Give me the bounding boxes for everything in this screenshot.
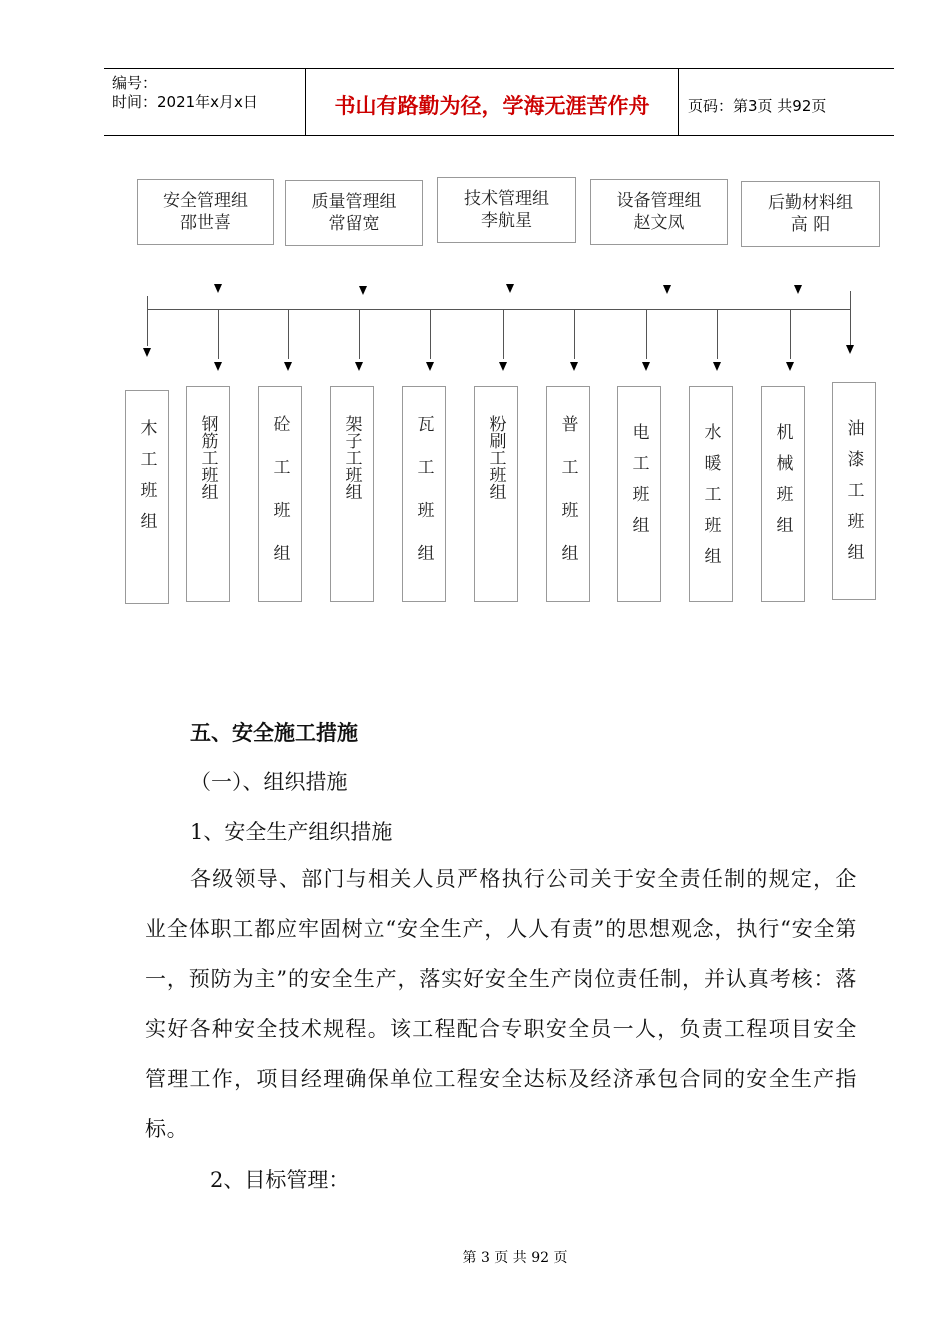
arrow-down-icon (642, 362, 650, 371)
arrow-down-icon (846, 345, 854, 354)
org-group-name: 技术管理组 (464, 189, 549, 209)
header-code-label: 编号： (112, 74, 158, 92)
arrow-down-icon (214, 362, 222, 371)
arrow-down-icon (713, 362, 721, 371)
connector-line (717, 309, 718, 359)
org-group-person: 常留宽 (328, 214, 380, 234)
item2-title: 2、目标管理： (210, 1168, 350, 1192)
arrow-down-icon (355, 362, 363, 371)
connector-line (646, 309, 647, 359)
connector-line (147, 296, 148, 346)
org-team-box (617, 386, 661, 602)
org-team-box (832, 382, 876, 600)
connector-line (574, 309, 575, 359)
org-team-name: 普工班组 (557, 415, 578, 587)
org-group-person: 邵世喜 (180, 213, 231, 233)
org-team-box (330, 386, 374, 602)
org-group-box (137, 179, 274, 245)
connector-line (503, 309, 504, 359)
arrow-down-icon (284, 362, 292, 371)
connector-line (288, 309, 289, 359)
org-team-name: 钢筋工班组 (197, 415, 218, 500)
org-team-box (761, 386, 805, 602)
org-team-name: 粉刷工班组 (485, 415, 506, 500)
item1-title: 1、安全生产组织措施 (190, 820, 393, 844)
header-page-info: 页码：第3页 共92页 (688, 97, 827, 115)
org-team-name: 水暖工班组 (700, 423, 721, 578)
header-date: 时间：2021年x月x日 (112, 93, 258, 111)
org-group-box (285, 180, 423, 246)
arrow-down-icon (786, 362, 794, 371)
org-group-person: 高 阳 (790, 215, 831, 235)
org-team-name: 机械班组 (772, 423, 793, 547)
org-team-name: 木工班组 (136, 419, 157, 543)
arrow-down-icon (506, 284, 514, 293)
header-bottom-rule (104, 135, 894, 136)
arrow-down-icon (426, 362, 434, 371)
org-group-person: 赵文凤 (633, 213, 685, 233)
connector-line (430, 309, 431, 359)
org-team-box (186, 386, 230, 602)
org-team-name: 电工班组 (628, 423, 649, 547)
header-motto: 书山有路勤为径，学海无涯苦作舟 (334, 94, 650, 118)
org-team-name: 瓦工班组 (413, 415, 434, 587)
org-group-name: 安全管理组 (163, 191, 248, 211)
org-group-box (437, 177, 576, 243)
org-group-person: 李航星 (481, 211, 532, 231)
connector-line (359, 309, 360, 359)
subsection-title: （一）、组织措施 (190, 770, 348, 794)
org-team-box (402, 386, 446, 602)
org-team-name: 砼工班组 (269, 415, 290, 587)
connector-line (218, 309, 219, 359)
arrow-down-icon (499, 362, 507, 371)
org-team-box (125, 390, 169, 604)
header-divider (678, 68, 679, 135)
connector-bus (147, 309, 850, 310)
header-top-rule (104, 68, 894, 69)
org-team-box (689, 386, 733, 602)
page-footer: 第 3 页 共 92 页 (462, 1250, 568, 1266)
org-team-box (546, 386, 590, 602)
org-team-name: 架子工班组 (341, 415, 362, 500)
arrow-down-icon (214, 284, 222, 293)
org-group-box (590, 179, 728, 245)
arrow-down-icon (570, 362, 578, 371)
org-team-box (474, 386, 518, 602)
org-team-box (258, 386, 302, 602)
arrow-down-icon (663, 285, 671, 294)
arrow-down-icon (143, 348, 151, 357)
org-group-box (741, 181, 880, 247)
arrow-down-icon (794, 285, 802, 294)
org-team-name: 油漆工班组 (843, 419, 864, 574)
arrow-down-icon (359, 286, 367, 295)
org-group-name: 后勤材料组 (768, 193, 853, 213)
section-title: 五、安全施工措施 (190, 721, 358, 745)
connector-line (790, 309, 791, 359)
org-group-name: 质量管理组 (311, 192, 397, 212)
connector-line (850, 291, 851, 346)
item1-paragraph: 各级领导、部门与相关人员严格执行公司关于安全责任制的规定，企业全体职工都应牢固树立“安全生产，人人有责”的思想观念，执行“安全第一，预防为主”的安全生产，落实好安全生产岗位责任制，并认真考核：落实好各种安全技术规程。该工程配合专职安全员一人，负责工程项目安全管理工作，项目经理确保单位工程安全达标及经济承包合同的安全生产指标。 (145, 867, 857, 1141)
org-group-name: 设备管理组 (616, 191, 702, 211)
